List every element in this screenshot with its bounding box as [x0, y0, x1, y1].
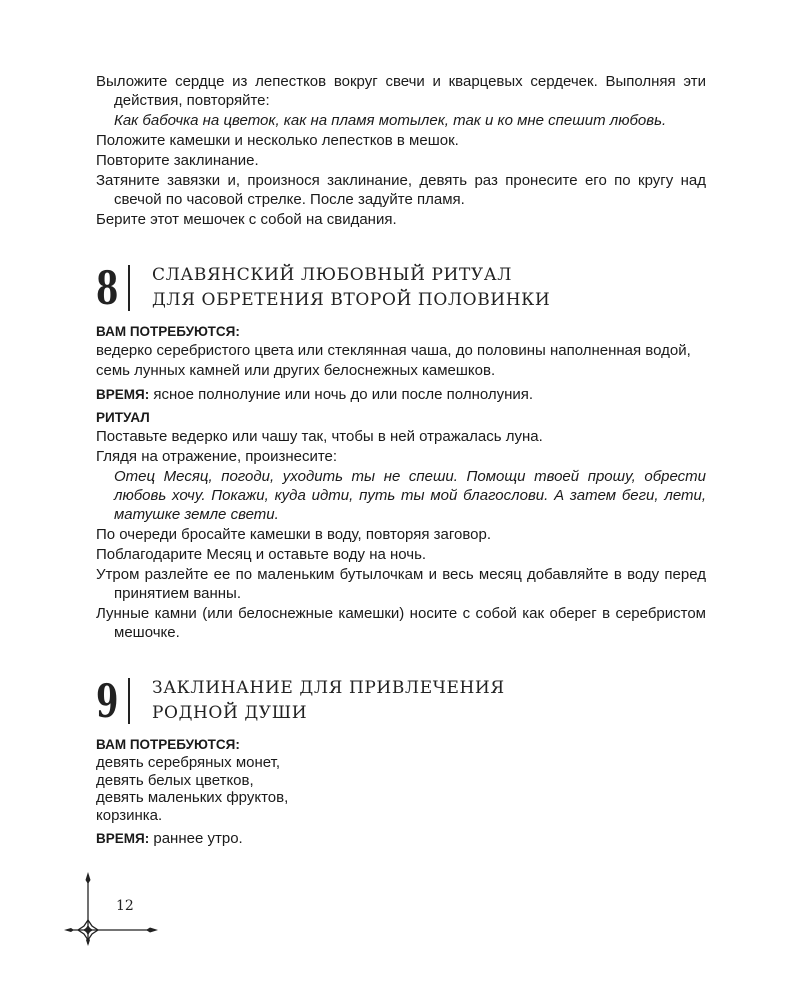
intro-step: Повторите заклинание. [96, 152, 259, 169]
needs-item: девять маленьких фруктов, [96, 789, 289, 806]
section-title-line: РОДНОЙ ДУШИ [152, 703, 308, 723]
ritual-incantation: Отец Месяц, погоди, уходить ты не спеши. Помощи твоей прошу, обрести любовь хочу. Покажи, куда идти, путь ты мой благослови. А затем беги, лети, матушке земле свети. [114, 468, 706, 523]
time-line [96, 829, 706, 848]
time-label: ВРЕМЯ: [96, 831, 150, 846]
time-label: ВРЕМЯ: [96, 387, 150, 402]
section-number: 8 [96, 261, 119, 315]
needs-item: корзинка. [96, 806, 163, 824]
needs-item: девять белых цветков, [96, 771, 254, 789]
ritual-step: Поблагодарите Месяц и оставьте воду на ночь. [96, 546, 427, 563]
section-8-heading [96, 263, 706, 313]
needs-item: девять серебряных монет, [96, 754, 281, 771]
page-content [96, 72, 706, 853]
section-number: 9 [96, 674, 119, 728]
time-value: ясное полнолуние или ночь до или после полнолуния. [153, 386, 534, 403]
page-number: 12 [116, 898, 134, 914]
time-value: раннее утро. [153, 830, 243, 847]
intro-incantation: Как бабочка на цветок, как на пламя мотылек, так и ко мне спешит любовь. [114, 112, 667, 129]
section-title-line: ЗАКЛИНАНИЕ ДЛЯ ПРИВЛЕЧЕНИЯ [152, 678, 505, 698]
section-title [152, 676, 505, 726]
intro-step: Положите камешки и несколько лепестков в мешок. [96, 132, 459, 149]
section-9-heading [96, 676, 706, 726]
section-title-line: ДЛЯ ОБРЕТЕНИЯ ВТОРОЙ ПОЛОВИНКИ [152, 290, 551, 310]
ritual-step: Утром разлейте ее по маленьким бутылочкам и весь месяц добавляйте в воду перед принятием ванны. [96, 566, 706, 602]
needs-label: ВАМ ПОТРЕБУЮТСЯ: [96, 737, 240, 752]
needs-label: ВАМ ПОТРЕБУЮТСЯ: [96, 324, 240, 339]
needs-item: семь лунных камней или других белоснежных камешков. [96, 362, 496, 379]
section-title-line: СЛАВЯНСКИЙ ЛЮБОВНЫЙ РИТУАЛ [152, 265, 513, 285]
section-title [152, 263, 550, 313]
ritual-label: РИТУАЛ [96, 410, 150, 425]
ritual-step: По очереди бросайте камешки в воду, повторяя заговор. [96, 526, 491, 543]
ritual-step: Глядя на отражение, произнесите: [96, 448, 338, 465]
heading-divider [128, 265, 130, 311]
intro-step: Затяните завязки и, произнося заклинание, девять раз пронесите его по кругу над свечой по часовой стрелке. После задуйте пламя. [96, 172, 706, 208]
ritual-step: Поставьте ведерко или чашу так, чтобы в ней отражалась луна. [96, 428, 543, 445]
compass-star-ornament-icon [62, 870, 162, 950]
intro-steps [96, 72, 706, 229]
heading-divider [128, 678, 130, 724]
intro-step: Берите этот мешочек с собой на свидания. [96, 211, 397, 228]
needs-item: ведерко серебристого цвета или стеклянная чаша, до половины наполненная водой, [96, 342, 691, 359]
time-line [96, 385, 706, 404]
ritual-step: Лунные камни (или белоснежные камешки) носите с собой как оберег в серебристом мешочке. [96, 605, 706, 641]
intro-step: Выложите сердце из лепестков вокруг свечи и кварцевых сердечек. Выполняя эти действия, повторяйте: [96, 73, 706, 109]
